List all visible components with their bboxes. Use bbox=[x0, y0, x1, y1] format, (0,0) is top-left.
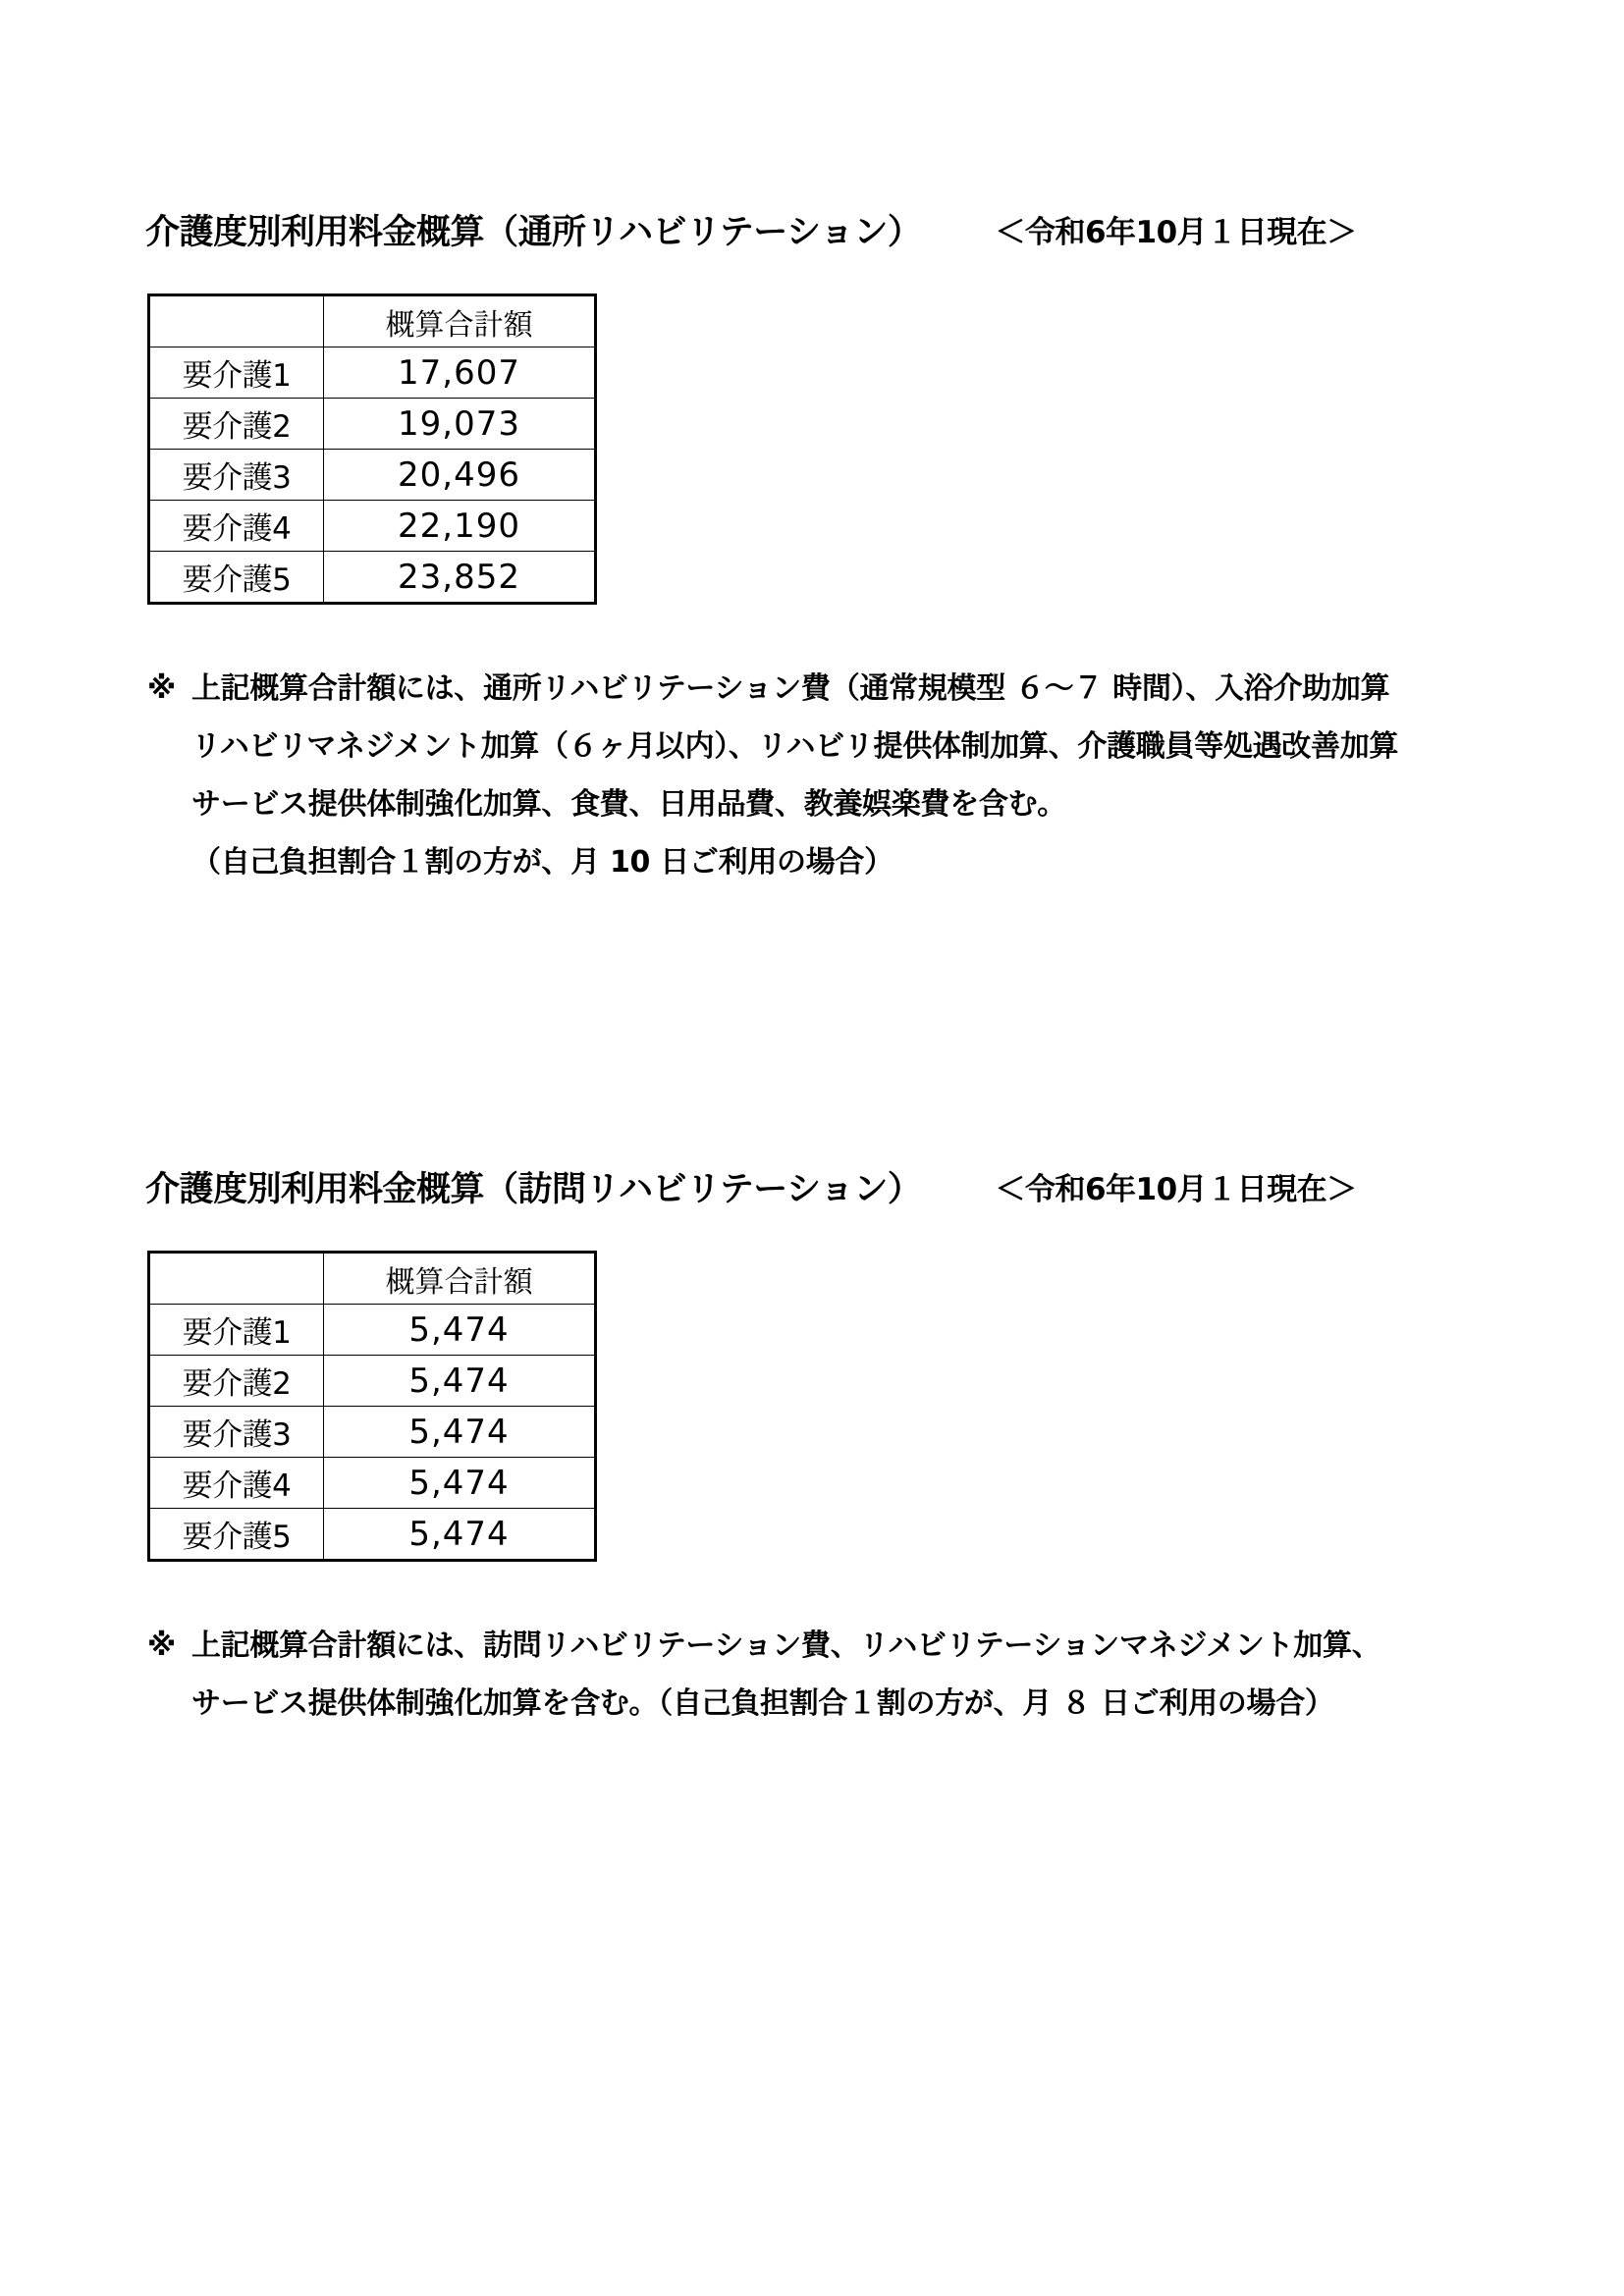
care-level-label: 要介護1 bbox=[149, 347, 324, 399]
amount-value: 5,474 bbox=[324, 1407, 596, 1458]
note-line bbox=[147, 1617, 1516, 1675]
care-level-label: 要介護3 bbox=[149, 450, 324, 501]
page-title: 介護度別利用料金概算（通所リハビリテーション） bbox=[145, 213, 922, 252]
note-line bbox=[147, 833, 1516, 891]
amount-value: 5,474 bbox=[324, 1509, 596, 1561]
column-header-total-amount: 概算合計額 bbox=[324, 295, 596, 347]
effective-date-label: ＜令和6年10月１日現在＞ bbox=[995, 215, 1357, 250]
table-header bbox=[149, 1253, 596, 1305]
table-row bbox=[149, 1407, 596, 1458]
amount-value: 19,073 bbox=[324, 399, 596, 450]
amount-value: 20,496 bbox=[324, 450, 596, 501]
fee-table-homon bbox=[147, 1251, 597, 1562]
note-line bbox=[147, 718, 1516, 775]
fee-table-container bbox=[0, 1251, 1624, 1562]
notes-block-tsusho bbox=[0, 660, 1624, 891]
page-title: 介護度別利用料金概算（訪問リハビリテーション） bbox=[145, 1170, 922, 1209]
table-row bbox=[149, 552, 596, 604]
note-line bbox=[147, 1675, 1516, 1733]
care-level-label: 要介護4 bbox=[149, 1458, 324, 1509]
note-line bbox=[147, 660, 1516, 718]
fee-table-container bbox=[0, 294, 1624, 605]
note-mark-icon: ※ bbox=[147, 671, 176, 706]
table-row bbox=[149, 1509, 596, 1561]
fee-table-tsusho bbox=[147, 294, 597, 605]
note-text: サービス提供体制強化加算を含む。（自己負担割合１割の方が、月 ８ 日ご利用の場合） bbox=[191, 1686, 1334, 1721]
table-header-row bbox=[149, 1253, 596, 1305]
table-row bbox=[149, 1305, 596, 1356]
table-row bbox=[149, 347, 596, 399]
table-body bbox=[149, 1305, 596, 1561]
amount-value: 5,474 bbox=[324, 1356, 596, 1407]
section-tsusho-rehabilitation bbox=[0, 201, 1624, 891]
note-text: 上記概算合計額には、訪問リハビリテーション費、リハビリテーションマネジメント加算、 bbox=[191, 1629, 1381, 1663]
care-level-label: 要介護3 bbox=[149, 1407, 324, 1458]
note-line bbox=[147, 775, 1516, 833]
table-corner-cell bbox=[149, 1253, 324, 1305]
amount-value: 5,474 bbox=[324, 1305, 596, 1356]
care-level-label: 要介護2 bbox=[149, 1356, 324, 1407]
table-header bbox=[149, 295, 596, 347]
section-heading-row bbox=[0, 1158, 1624, 1221]
table-row bbox=[149, 399, 596, 450]
table-corner-cell bbox=[149, 295, 324, 347]
care-level-label: 要介護4 bbox=[149, 501, 324, 552]
table-row bbox=[149, 450, 596, 501]
care-level-label: 要介護1 bbox=[149, 1305, 324, 1356]
table-row bbox=[149, 1356, 596, 1407]
note-text: （自己負担割合１割の方が、月 10 日ご利用の場合） bbox=[191, 845, 893, 880]
care-level-label: 要介護5 bbox=[149, 552, 324, 604]
section-heading-row bbox=[0, 201, 1624, 264]
table-row bbox=[149, 501, 596, 552]
note-text: サービス提供体制強化加算、食費、日用品費、教養娯楽費を含む。 bbox=[191, 787, 1066, 822]
notes-block-homon bbox=[0, 1617, 1624, 1733]
amount-value: 5,474 bbox=[324, 1458, 596, 1509]
amount-value: 23,852 bbox=[324, 552, 596, 604]
note-text: リハビリマネジメント加算（６ヶ月以内）、リハビリ提供体制加算、介護職員等処遇改善加算 bbox=[191, 729, 1399, 764]
care-level-label: 要介護2 bbox=[149, 399, 324, 450]
section-homon-rehabilitation bbox=[0, 1158, 1624, 1733]
table-header-row bbox=[149, 295, 596, 347]
table-body bbox=[149, 347, 596, 604]
column-header-total-amount: 概算合計額 bbox=[324, 1253, 596, 1305]
care-level-label: 要介護5 bbox=[149, 1509, 324, 1561]
amount-value: 17,607 bbox=[324, 347, 596, 399]
amount-value: 22,190 bbox=[324, 501, 596, 552]
effective-date-label: ＜令和6年10月１日現在＞ bbox=[995, 1172, 1357, 1207]
table-row bbox=[149, 1458, 596, 1509]
note-mark-icon: ※ bbox=[147, 1629, 176, 1663]
note-text: 上記概算合計額には、通所リハビリテーション費（通常規模型 ６～７ 時間）、入浴介助加算 bbox=[191, 671, 1390, 706]
